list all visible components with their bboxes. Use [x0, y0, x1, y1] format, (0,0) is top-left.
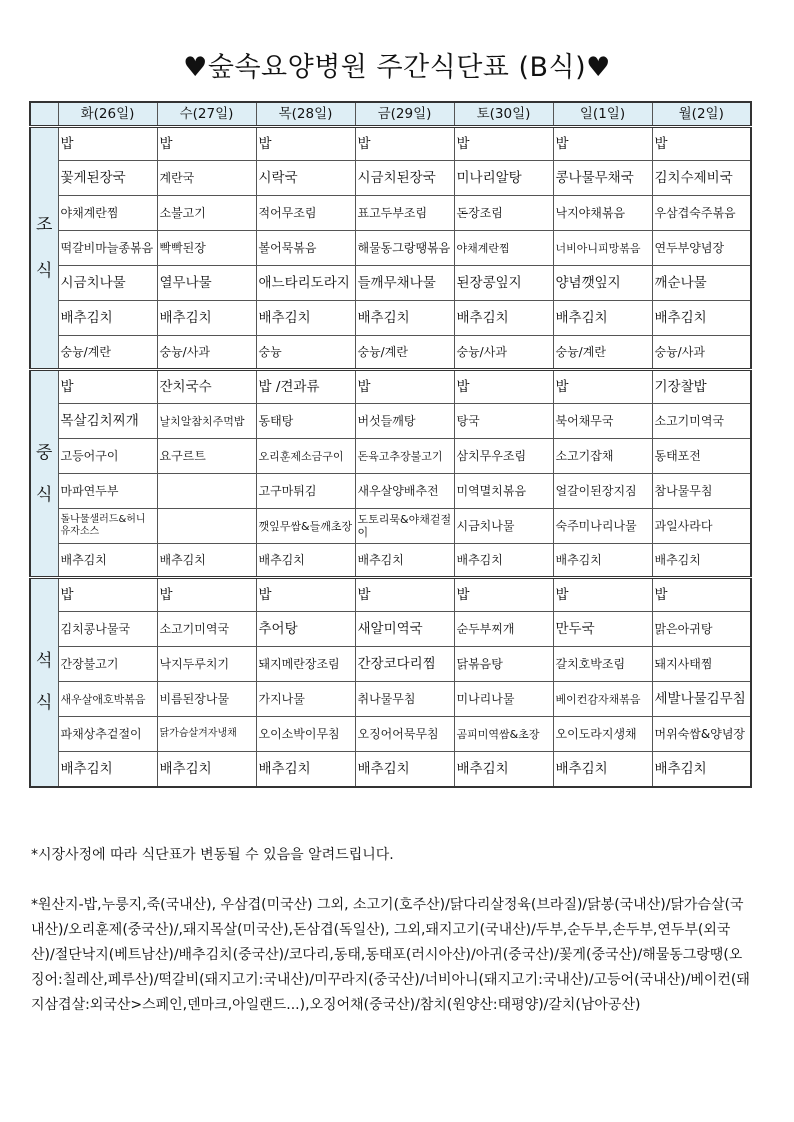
- menu-cell: 적어무조림: [256, 196, 355, 231]
- menu-cell: 숭늉/계란: [58, 336, 157, 370]
- menu-cell: 배추김치: [553, 301, 652, 336]
- menu-cell: 연두부양념장: [652, 231, 751, 266]
- menu-cell: 간장코다리찜: [355, 647, 454, 682]
- menu-cell: 밥: [454, 370, 553, 404]
- menu-cell: 김치콩나물국: [58, 612, 157, 647]
- menu-cell: 계란국: [157, 161, 256, 196]
- menu-cell: 배추김치: [58, 752, 157, 787]
- table-row: [30, 717, 751, 752]
- menu-cell: 콩나물무채국: [553, 161, 652, 196]
- table-row: [30, 231, 751, 266]
- menu-cell: 배추김치: [454, 752, 553, 787]
- menu-cell: 깻잎무쌈&들깨초장: [256, 509, 355, 544]
- menu-cell: 마파연두부: [58, 474, 157, 509]
- menu-cell: 밥: [58, 127, 157, 161]
- menu-cell: 밥: [157, 578, 256, 612]
- menu-cell: 고등어구이: [58, 439, 157, 474]
- menu-cell: 참나물무침: [652, 474, 751, 509]
- dinner-section: [30, 578, 751, 787]
- menu-cell: 탕국: [454, 404, 553, 439]
- table-row: [30, 509, 751, 544]
- menu-cell: 소고기잡채: [553, 439, 652, 474]
- menu-cell: 미나리나물: [454, 682, 553, 717]
- meal-label-lunch: [30, 370, 58, 578]
- menu-cell: 밥: [454, 127, 553, 161]
- table-row: [30, 336, 751, 370]
- menu-cell: 돈장조림: [454, 196, 553, 231]
- menu-cell: 볼어묵볶음: [256, 231, 355, 266]
- menu-cell: 밥: [553, 127, 652, 161]
- menu-cell: 밥: [652, 127, 751, 161]
- day-header: 화(26일): [58, 102, 157, 127]
- menu-cell: 배추김치: [553, 752, 652, 787]
- menu-cell: 배추김치: [355, 544, 454, 578]
- meal-label-char: 식: [36, 693, 53, 714]
- menu-cell: 숭늉/사과: [652, 336, 751, 370]
- menu-cell: 배추김치: [652, 301, 751, 336]
- menu-cell: 숭늉: [256, 336, 355, 370]
- menu-cell: 소고기미역국: [157, 612, 256, 647]
- day-header: 목(28일): [256, 102, 355, 127]
- menu-cell: 해물동그랑땡볶음: [355, 231, 454, 266]
- day-header: 일(1일): [553, 102, 652, 127]
- day-header: 수(27일): [157, 102, 256, 127]
- menu-cell: 배추김치: [652, 544, 751, 578]
- menu-cell: 세발나물김무침: [652, 682, 751, 717]
- table-row: [30, 752, 751, 787]
- menu-cell: 소불고기: [157, 196, 256, 231]
- menu-cell: 소고기미역국: [652, 404, 751, 439]
- menu-cell: 간장불고기: [58, 647, 157, 682]
- meal-label-char: 식: [36, 484, 53, 505]
- table-row: [30, 612, 751, 647]
- menu-cell: 애느타리도라지: [256, 266, 355, 301]
- menu-cell: 취나물무침: [355, 682, 454, 717]
- menu-cell: 새알미역국: [355, 612, 454, 647]
- menu-cell: 숭늉/사과: [454, 336, 553, 370]
- menu-cell: 돼지메란장조림: [256, 647, 355, 682]
- menu-cell: 야채계란찜: [58, 196, 157, 231]
- table-row: [30, 647, 751, 682]
- table-row: [30, 578, 751, 612]
- menu-cell: 동태탕: [256, 404, 355, 439]
- menu-cell: 배추김치: [157, 301, 256, 336]
- menu-cell: 밥: [553, 578, 652, 612]
- menu-cell: 비름된장나물: [157, 682, 256, 717]
- menu-cell: 머위숙쌈&양념장: [652, 717, 751, 752]
- menu-cell: 밥: [256, 127, 355, 161]
- menu-cell: 날치알참치주먹밥: [157, 404, 256, 439]
- menu-cell: 숭늉/계란: [355, 336, 454, 370]
- menu-cell: 우삼겹숙주볶음: [652, 196, 751, 231]
- table-row: [30, 544, 751, 578]
- menu-cell: 잔치국수: [157, 370, 256, 404]
- menu-cell: 너비아니피망볶음: [553, 231, 652, 266]
- menu-cell: 목살김치찌개: [58, 404, 157, 439]
- menu-cell: 순두부찌개: [454, 612, 553, 647]
- menu-cell: 배추김치: [58, 301, 157, 336]
- menu-cell: 낙지야채볶음: [553, 196, 652, 231]
- menu-cell: 추어탕: [256, 612, 355, 647]
- corner-cell: [30, 102, 58, 127]
- menu-cell: 동태포전: [652, 439, 751, 474]
- menu-cell: 배추김치: [652, 752, 751, 787]
- menu-cell: 밥: [58, 578, 157, 612]
- menu-cell: 배추김치: [355, 301, 454, 336]
- menu-cell: 밥: [454, 578, 553, 612]
- table-row: [30, 127, 751, 161]
- menu-cell: 갈치호박조림: [553, 647, 652, 682]
- menu-cell: 돌나물샐러드&허니유자소스: [58, 509, 157, 544]
- menu-cell: 밥: [652, 578, 751, 612]
- day-header-row: [30, 102, 751, 127]
- menu-cell: 밥: [157, 127, 256, 161]
- meal-label-char: 중: [36, 442, 53, 463]
- menu-cell: 밥: [58, 370, 157, 404]
- day-header: 토(30일): [454, 102, 553, 127]
- menu-cell: 기장찰밥: [652, 370, 751, 404]
- menu-cell: 버섯들깨탕: [355, 404, 454, 439]
- menu-cell: 양념깻잎지: [553, 266, 652, 301]
- meal-label-breakfast: [30, 127, 58, 370]
- menu-cell: 삼치무우조림: [454, 439, 553, 474]
- menu-cell: 김치수제비국: [652, 161, 751, 196]
- menu-cell: 밥: [355, 127, 454, 161]
- menu-cell: 도토리묵&야채겉절이: [355, 509, 454, 544]
- menu-cell: 배추김치: [157, 544, 256, 578]
- menu-cell: 밥: [256, 578, 355, 612]
- menu-cell: 오리훈제소금구이: [256, 439, 355, 474]
- menu-cell: 배추김치: [256, 544, 355, 578]
- menu-cell: 새우살애호박볶음: [58, 682, 157, 717]
- menu-cell: 배추김치: [454, 301, 553, 336]
- menu-cell: 미나리알탕: [454, 161, 553, 196]
- menu-cell: 깨순나물: [652, 266, 751, 301]
- menu-cell: 표고두부조림: [355, 196, 454, 231]
- table-row: [30, 439, 751, 474]
- menu-cell: [157, 474, 256, 509]
- menu-cell: [157, 509, 256, 544]
- menu-cell: 배추김치: [454, 544, 553, 578]
- menu-cell: 야채계란찜: [454, 231, 553, 266]
- menu-cell: 들깨무채나물: [355, 266, 454, 301]
- table-row: [30, 161, 751, 196]
- table-row: [30, 682, 751, 717]
- lunch-section: [30, 370, 751, 578]
- menu-cell: 곰피미역쌈&초장: [454, 717, 553, 752]
- menu-cell: 밥: [355, 578, 454, 612]
- menu-cell: 맑은아귀탕: [652, 612, 751, 647]
- menu-cell: 북어채무국: [553, 404, 652, 439]
- menu-cell: 오이도라지생채: [553, 717, 652, 752]
- menu-cell: 얼갈이된장지짐: [553, 474, 652, 509]
- menu-cell: 파채상추겉절이: [58, 717, 157, 752]
- menu-cell: 닭가슴살겨자냉채: [157, 717, 256, 752]
- day-header: 월(2일): [652, 102, 751, 127]
- menu-cell: 베이컨감자채볶음: [553, 682, 652, 717]
- menu-cell: 밥: [355, 370, 454, 404]
- menu-cell: 오이소박이무침: [256, 717, 355, 752]
- meal-label-dinner: [30, 578, 58, 787]
- menu-cell: 과일사라다: [652, 509, 751, 544]
- table-row: [30, 404, 751, 439]
- meal-label-char: 조: [36, 215, 53, 235]
- menu-cell: 시금치된장국: [355, 161, 454, 196]
- page-title: ♥숲속요양병원 주간식단표 (B식)♥: [183, 52, 611, 83]
- menu-cell: 배추김치: [553, 544, 652, 578]
- menu-cell: 고구마튀김: [256, 474, 355, 509]
- menu-cell: 시금치나물: [58, 266, 157, 301]
- weekly-menu-table: [29, 101, 752, 788]
- menu-cell: 열무나물: [157, 266, 256, 301]
- menu-cell: 요구르트: [157, 439, 256, 474]
- menu-cell: 시락국: [256, 161, 355, 196]
- menu-cell: 배추김치: [58, 544, 157, 578]
- table-row: [30, 301, 751, 336]
- meal-label-char: 식: [36, 261, 53, 281]
- menu-cell: 오징어어묵무침: [355, 717, 454, 752]
- menu-cell: 배추김치: [256, 301, 355, 336]
- meal-label-char: 석: [36, 651, 53, 672]
- menu-cell: 시금치나물: [454, 509, 553, 544]
- menu-change-notice: *시장사정에 따라 식단표가 변동될 수 있음을 알려드립니다.: [31, 847, 394, 863]
- menu-cell: 빡빡된장: [157, 231, 256, 266]
- menu-cell: 숭늉/계란: [553, 336, 652, 370]
- menu-cell: 된장콩잎지: [454, 266, 553, 301]
- menu-cell: 만두국: [553, 612, 652, 647]
- menu-cell: 떡갈비마늘종볶음: [58, 231, 157, 266]
- menu-cell: 새우살양배추전: [355, 474, 454, 509]
- menu-cell: 밥 /견과류: [256, 370, 355, 404]
- menu-cell: 숙주미나리나물: [553, 509, 652, 544]
- table-row: [30, 474, 751, 509]
- menu-cell: 꽃게된장국: [58, 161, 157, 196]
- menu-cell: 배추김치: [256, 752, 355, 787]
- table-row: [30, 266, 751, 301]
- menu-cell: 배추김치: [355, 752, 454, 787]
- menu-cell: 가지나물: [256, 682, 355, 717]
- table-row: [30, 370, 751, 404]
- origin-notice: *원산지-밥,누룽지,죽(국내산), 우삼겹(미국산) 그외, 소고기(호주산)/닭다리살정육(브라질)/닭봉(국내산)/닭가슴살(국내산)/오리훈제(중국산)/,돼지목살(미국산),돈삼겹(독일산), 그외,돼지고기(국내산)/두부,순두부,손두부,연두부(외국산)/절단낙지(베트남산)/배추김치(중국산)/코다리,동태,동태포(러시아산)/아귀(중국산)/꽃게(중국산)/해물동그랑땡(오징어:칠레산,페루산)/떡갈비(돼지고기:국내산)/미꾸라지(중국산)/너비아니(돼지고기:국내산)/고등어(국내산)/베이컨(돼지삼겹살:외국산>스페인,덴마크,아일랜드...),오징어채(중국산)/참치(원양산:태평양)/갈치(남아공산): [31, 897, 750, 1013]
- breakfast-section: [30, 127, 751, 370]
- menu-cell: 밥: [553, 370, 652, 404]
- menu-cell: 미역멸치볶음: [454, 474, 553, 509]
- menu-cell: 돈육고추장불고기: [355, 439, 454, 474]
- menu-cell: 낙지두루치기: [157, 647, 256, 682]
- day-header: 금(29일): [355, 102, 454, 127]
- menu-cell: 배추김치: [157, 752, 256, 787]
- menu-cell: 숭늉/사과: [157, 336, 256, 370]
- menu-cell: 닭볶음탕: [454, 647, 553, 682]
- table-row: [30, 196, 751, 231]
- menu-cell: 돼지사태찜: [652, 647, 751, 682]
